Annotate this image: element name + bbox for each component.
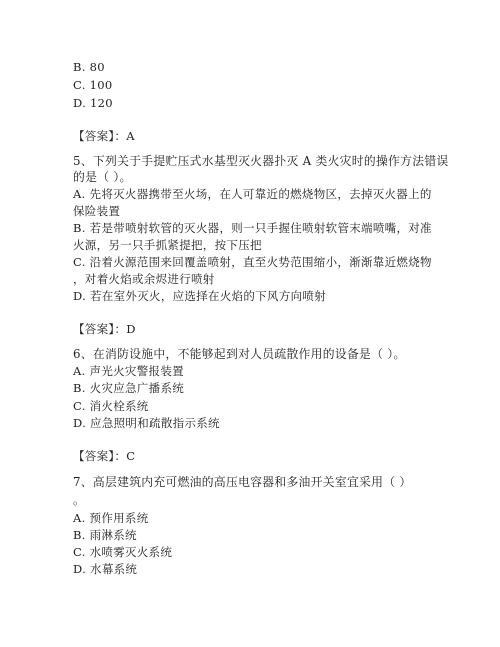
- q5-stem-line-1: 5、下列关于手提贮压式水基型灭火器扑灭 A 类火灾时的操作方法错误: [73, 154, 449, 168]
- answer-6: 【答案】：C: [73, 449, 136, 463]
- q5-option-a-1: A. 先将灭火器携带至火场，在人可靠近的燃烧物区，去掉灭火器上的: [73, 187, 432, 201]
- q6-option-a: A. 声光火灾警报装置: [73, 364, 184, 378]
- q7-option-b: B. 雨淋系统: [73, 528, 137, 542]
- option-c-prev: C. 100: [73, 78, 113, 92]
- q5-option-c-1: C. 沿着火源范围来回覆盖喷射，直至火势范围缩小，渐渐靠近燃烧物: [73, 255, 432, 269]
- q7-option-c: C. 水喷雾灭火系统: [73, 545, 173, 559]
- q5-option-b-1: B. 若是带喷射软管的灭火器，则一只手握住喷射软管末端喷嘴，对准: [73, 221, 432, 235]
- answer-4: 【答案】：A: [73, 129, 135, 143]
- option-b-prev: B. 80: [73, 60, 105, 74]
- q7-stem-line-1: 7、高层建筑内充可燃油的高压电容器和多油开关室宜采用（ ）: [73, 475, 412, 489]
- q7-option-d: D. 水幕系统: [73, 562, 138, 576]
- q6-option-d: D. 应急照明和疏散指示系统: [73, 416, 220, 430]
- q5-option-d: D. 若在室外灭火，应选择在火焰的下风方向喷射: [73, 289, 327, 303]
- q5-option-c-2: ，对着火焰或余烬进行喷射: [73, 272, 215, 286]
- q6-option-b: B. 火灾应急广播系统: [73, 381, 185, 395]
- q5-option-b-2: 火源，另一只手抓紧提把，按下压把: [73, 238, 262, 252]
- q6-stem: 6、在消防设施中，不能够起到对人员疏散作用的设备是（ ）。: [73, 347, 406, 361]
- q5-stem-line-2: 的是（ ）。: [73, 170, 132, 184]
- option-d-prev: D. 120: [73, 96, 113, 110]
- q7-stem-line-2: 。: [73, 493, 86, 507]
- q6-option-c: C. 消火栓系统: [73, 399, 149, 413]
- q7-option-a: A. 预作用系统: [73, 511, 149, 525]
- answer-5: 【答案】：D: [73, 322, 136, 336]
- q5-option-a-2: 保险装置: [73, 204, 121, 218]
